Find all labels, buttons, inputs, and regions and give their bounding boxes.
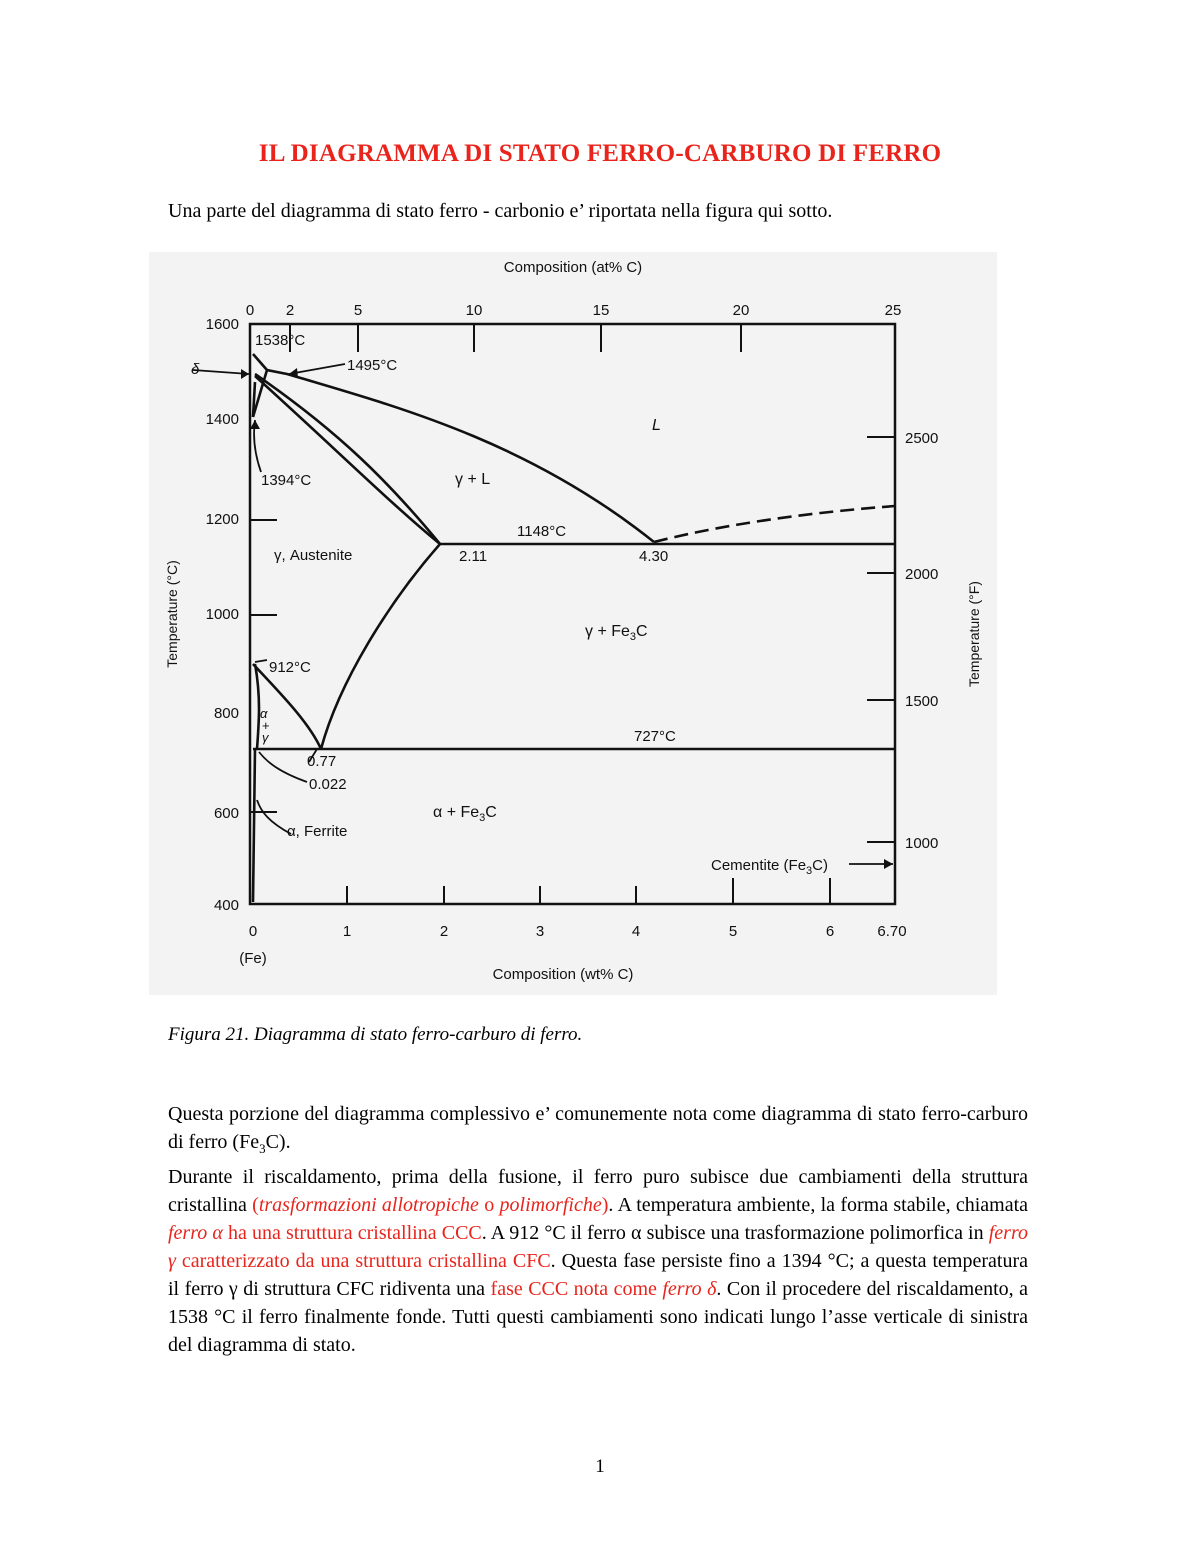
alpha-boundary (255, 664, 259, 749)
figure-caption: Figura 21. Diagramma di stato ferro-carburo di ferro. (168, 1024, 583, 1045)
label-gamma-fe3c: $\gamma + Fe_3C$ (585, 623, 648, 643)
left-tick-label: 1000 (205, 606, 239, 623)
label-alpha-fe3c: $\alpha + Fe_3C$ (433, 804, 497, 824)
label-430: 4.30 (639, 548, 669, 565)
phase-diagram (149, 252, 997, 995)
label-1495: 1495°C (347, 357, 398, 374)
right-tick-label: 1500 (905, 693, 939, 710)
left-axis-title: Temperature (°C) (164, 560, 180, 668)
top-tick-label: 25 (884, 302, 902, 319)
liquidus-line (253, 354, 654, 542)
top-tick-label: 10 (465, 302, 483, 319)
bottom-tick-label: 6.70 (877, 923, 907, 940)
label-alpha-gamma-g: γ (262, 730, 269, 745)
top-axis-title: Composition (at% C) (503, 259, 643, 276)
left-tick-label: 1600 (205, 316, 239, 333)
left-tick-label: 600 (213, 805, 239, 822)
right-tick-label: 2000 (905, 566, 939, 583)
left-tick-label: 1400 (205, 411, 239, 428)
solidus-line (255, 376, 440, 544)
bottom-ticks (347, 878, 830, 904)
label-211: 2.11 (459, 548, 488, 565)
label-1538: 1538°C (255, 332, 306, 349)
label-077: 0.77 (307, 753, 337, 770)
label-727: 727°C (634, 728, 676, 745)
label-liquid: L (652, 417, 661, 434)
body-text (168, 1100, 1028, 1359)
intro-text: Una parte del diagramma di stato ferro - carbonio e’ riportata nella figura qui sotto. (168, 200, 833, 222)
top-tick-label: 5 (353, 302, 363, 319)
label-delta: δ (191, 361, 200, 378)
top-tick-label: 20 (732, 302, 750, 319)
right-axis-title: Temperature (°F) (966, 581, 982, 687)
top-tick-label: 0 (245, 302, 255, 319)
top-ticks (290, 324, 741, 352)
left-tick-label: 400 (213, 897, 239, 914)
label-gamma-l: γ + L (455, 471, 491, 488)
phase-diagram-figure (149, 252, 997, 995)
right-tick-label: 2500 (905, 430, 939, 447)
top-tick-label: 15 (592, 302, 610, 319)
bottom-tick-label: 4 (631, 923, 641, 940)
bottom-tick-label: 3 (535, 923, 545, 940)
left-tick-label: 1200 (205, 511, 239, 528)
left-tick-label: 800 (213, 705, 239, 722)
label-ferrite: α, Ferrite (287, 823, 348, 840)
ferrite-solvus (253, 749, 255, 902)
right-tick-label: 1000 (905, 835, 939, 852)
plot-frame (250, 324, 895, 904)
page-number: 1 (595, 1456, 605, 1477)
label-austenite: γ, Austenite (274, 547, 353, 564)
eutectic-line (255, 374, 895, 544)
bottom-tick-label: 5 (728, 923, 738, 940)
bottom-tick-label: 1 (342, 923, 352, 940)
label-912: 912°C (269, 659, 311, 676)
label-0022: 0.022 (309, 776, 347, 793)
top-tick-label: 2 (285, 302, 295, 319)
bottom-axis-title: Composition (wt% C) (492, 966, 634, 983)
phase-boundaries (253, 354, 895, 902)
bottom-fe-label: (Fe) (239, 950, 267, 967)
label-1394: 1394°C (261, 472, 312, 489)
label-cementite: Cementite $(Fe_3C)$ (711, 857, 828, 877)
page-title: IL DIAGRAMMA DI STATO FERRO-CARBURO DI FERRO (258, 140, 942, 167)
paragraph-1: Questa porzione del diagramma complessivo e’ comunemente nota come diagramma di stato ferro-carburo di ferro $(Fe_3C)$. (168, 1103, 1028, 1156)
paragraph-2: Durante il riscaldamento, prima della fusione, il ferro puro subisce due cambiamenti della struttura cristallina (trasformazioni allotropiche o polimorfiche). A temperatura ambiente, la forma stabile, chiamata ferro α ha una struttura cristallina CCC. A 912 °C il ferro α subisce una trasformazione polimorfica in ferro γ caratterizzato da una struttura cristallina CFC. Questa fase persiste fino a 1394 °C; a questa temperatura il ferro γ di struttura CFC ridiventa una fase CCC nota come ferro δ. Con il procedere del riscaldamento, a 1538 °C il ferro finalmente fonde. Tutti questi cambiamenti sono indicati lungo l’asse verticale di sinistra del diagramma di stato. (168, 1166, 1029, 1356)
acm-line (321, 544, 440, 749)
right-ticks (867, 437, 895, 842)
bottom-tick-label: 2 (439, 923, 449, 940)
bottom-tick-label: 6 (825, 923, 835, 940)
label-1148: 1148°C (517, 523, 567, 540)
bottom-tick-label: 0 (248, 923, 258, 940)
label-alpha-gamma-a: α (260, 706, 268, 721)
cementite-liquidus-dashed (654, 506, 895, 542)
label-alpha-gamma-plus: + (262, 718, 270, 733)
arrowheads (241, 368, 893, 869)
label-arrows (193, 364, 893, 864)
